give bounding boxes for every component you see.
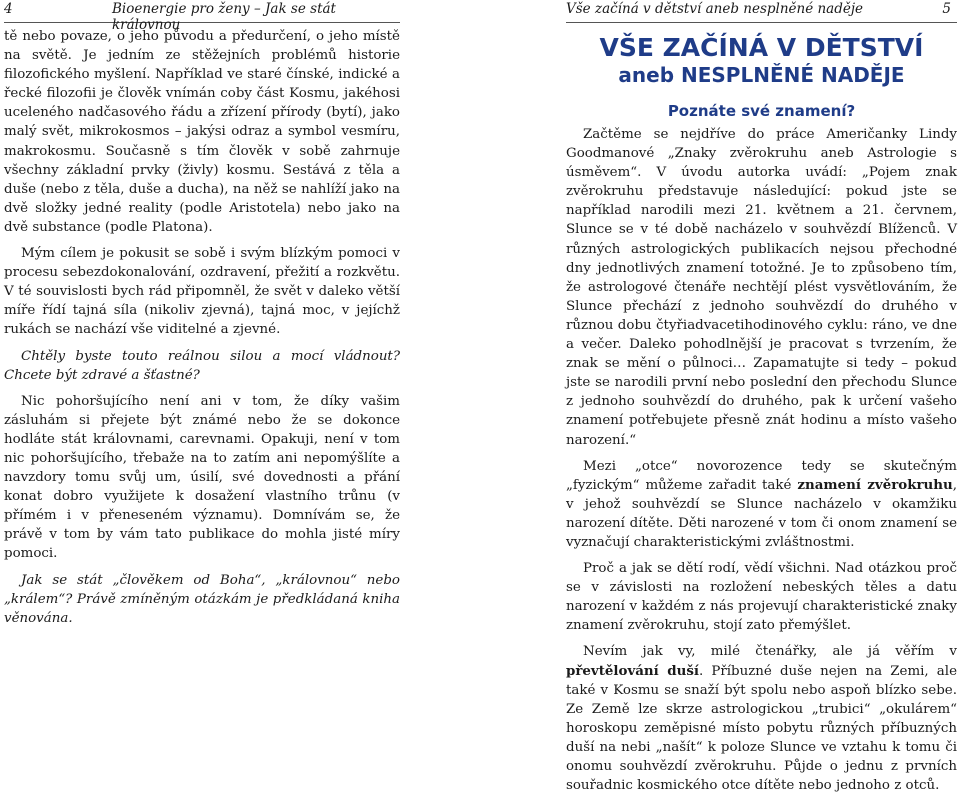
bold-term: převtělování duší [566, 662, 699, 679]
paragraph-nevim: Nevím jak vy, milé čtenářky, ale já věřím v převtělování duší. Příbuzné duše nejen na Zemi, ale také v Kosmu se snaží být spolu nebo aspoň blízko sebe. Ze Země lze skrze astrologickou „trubici“ „okulárem“ horoskopu zeměpisné místo pobytu různých příbuzných duší na nebi „našít“ k poloze Slunce ve vztahu k tomu či onomu souhvězdí zvěrokruhu. Půjde o jednu z prvních souřadnic kosmického otce dítěte nebo jednoho z otců. [566, 644, 958, 794]
running-title: Vše začíná v dětství aneb nesplněné naděje [566, 1, 864, 17]
chapter-title: VŠE ZAČÍNÁ V DĚTSTVÍ [599, 33, 924, 62]
paragraph: tě nebo povaze, o jeho původu a předurčení, o jeho místě na světě. Je jedním ze stěžejních problémů historie filozofického myšlení. Například ve staré čínské, indické a řecké filozofii je člověk vnímán coby část Kosmu, jakéhosi uceleného nadčasového řádu a zřízení přírody (bytí), jako malý svět, mikrokosmos – jakýsi odraz a symbol vesmíru, makrokosmu. Současně s tím člověk v sobě zahrnuje všechny základní prvky (živly) kosmu. Sestává z těla a duše (nebo z těla, duše a ducha), na něž se nahlíží jako na dvě složky jedné reality (podle Aristotela) nebo jako na dvě substance (podle Platona). [4, 29, 400, 235]
left-page-header [4, 0, 400, 33]
paragraph-mezi: Mezi „otce“ novorozence tedy se skutečným „fyzickým“ můžeme zařadit také znamení zvěrokruhu, v jehož souhvězdí se Slunce nacházelo v okamžiku narození dítěte. Děti narozené v tom či onom znamení se vyznačují charakteristickými zvláštnostmi. [566, 458, 958, 550]
right-page-header [566, 0, 957, 23]
page-number: 5 [942, 1, 951, 17]
bold-term: znamení zvěrokruhu [797, 476, 953, 493]
paragraph: Nic pohoršujícího není ani v tom, že díky vašim zásluhám si přejete být známé nebo že se dokonce hodláte stát královnami, carevnami. Opakuji, není v tom nic pohoršujícího, třebaže na to zatím ani nepomýšlíte a navzdory tomu svůj um, úsilí, své dovednosti a přání konat dobro využijete k dosažení vlastního trůnu (v přímém i v přeneseném významu). Domnívám se, že právě v tom by vám tato publikace do mohla jisté míry pomoci. [4, 393, 400, 562]
paragraph-italic: Jak se stát „člověkem od Boha“, „královnou“ nebo „králem“? Právě zmíněným otázkám je předkládaná kniha věnována. [4, 572, 400, 626]
right-page [566, 0, 958, 794]
left-page-body [4, 27, 400, 628]
paragraph: Proč a jak se dětí rodí, vědí všichni. Nad otázkou proč se v závislosti na rozložení nebeských těles a datu narození v každém z nás projevují charakteristické znaky znamení zvěrokruhu, stojí zato přemýšlet. [566, 561, 957, 634]
chapter-subtitle: aneb NESPLNĚNÉ NADĚJE [618, 63, 905, 87]
left-page [4, 0, 400, 665]
paragraph: Začtěme se nejdříve do práce Američanky Lindy Goodmanové „Znaky zvěrokruhu aneb Astrologie s úsměvem“. V úvodu autorka uvádí: „Pojem znak zvěrokruhu představuje následující: pokud jste se například narodili mezi 21. květnem a 21. červnem, Slunce se v té době nacházelo v souhvězdí Blíženců. V různých astrologických publikacích nejsou přechodné dny jednotlivých znamení totožné. Je to způsobeno tím, že astrologové čtenáře nechtějí plést vysvětlováním, že Slunce přechází z jednoho souhvězdí do druhého v různou dobu čtyřiadvacetihodinového cyklu: ráno, ve dne a večer. Daleko pohodlnější je pracovat s tvrzením, že znak se mění o půlnoci… Zapamatujte si tedy – pokud jste se narodili první nebo poslední den přechodu Slunce z jednoho souhvězdí do druhého, pak k určení vašeho znamení potřebujete přesně znát hodinu a místo vašeho narození.“ [566, 127, 957, 448]
right-page-body [566, 33, 957, 795]
paragraph-italic: Chtěly byste touto reálnou silou a mocí vládnout? Chcete být zdravé a šťastné? [4, 348, 400, 383]
running-title: Bioenergie pro ženy – Jak se stát královnou [112, 1, 336, 33]
section-title: Poznáte své znamení? [667, 102, 856, 120]
page-number: 4 [4, 1, 13, 17]
paragraph: Mým cílem je pokusit se sobě i svým blízkým pomoci v procesu sebezdokonalování, ozdravení, přežití a rozkvětu. V té souvislosti bych rád připomněl, že svět v daleko větší míře řídí tajná síla (nikoliv zjevná), tajná moc, v jejíchž rukách se nachází vše viditelné a zjevné. [4, 246, 400, 338]
